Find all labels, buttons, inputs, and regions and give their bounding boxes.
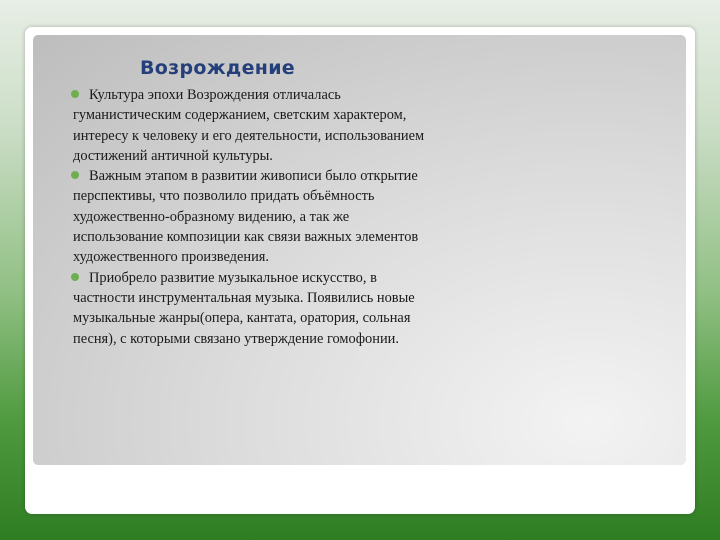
green-dot-icon [71,90,79,98]
slide-title: Возрождение [140,57,295,79]
green-dot-icon [71,171,79,179]
bullet-item [73,268,433,349]
content-panel [33,35,686,465]
bullet-text: Важным этапом в развитии живописи было открытие перспективы, что позволило придать объёмность художественно-образному видению, а так же использование композиции как связи важных элементов художественного произведения. [73,168,419,266]
bullet-text: Приобрело развитие музыкальное искусство, в частности инструментальная музыка. Появились новые музыкальные жанры(опера, кантата, оратория, сольная песня), с которыми связано утверждение гомофонии. [73,269,415,347]
green-dot-icon [71,273,79,281]
bullet-list [73,85,433,349]
bullet-text: Культура эпохи Возрождения отличалась гуманистическим содержанием, светским характером, интересу к человеку и его деятельности, использованием достижений античной культуры. [73,87,425,164]
slide-frame [25,27,695,514]
bullet-item [73,166,433,267]
bullet-item [73,85,433,166]
